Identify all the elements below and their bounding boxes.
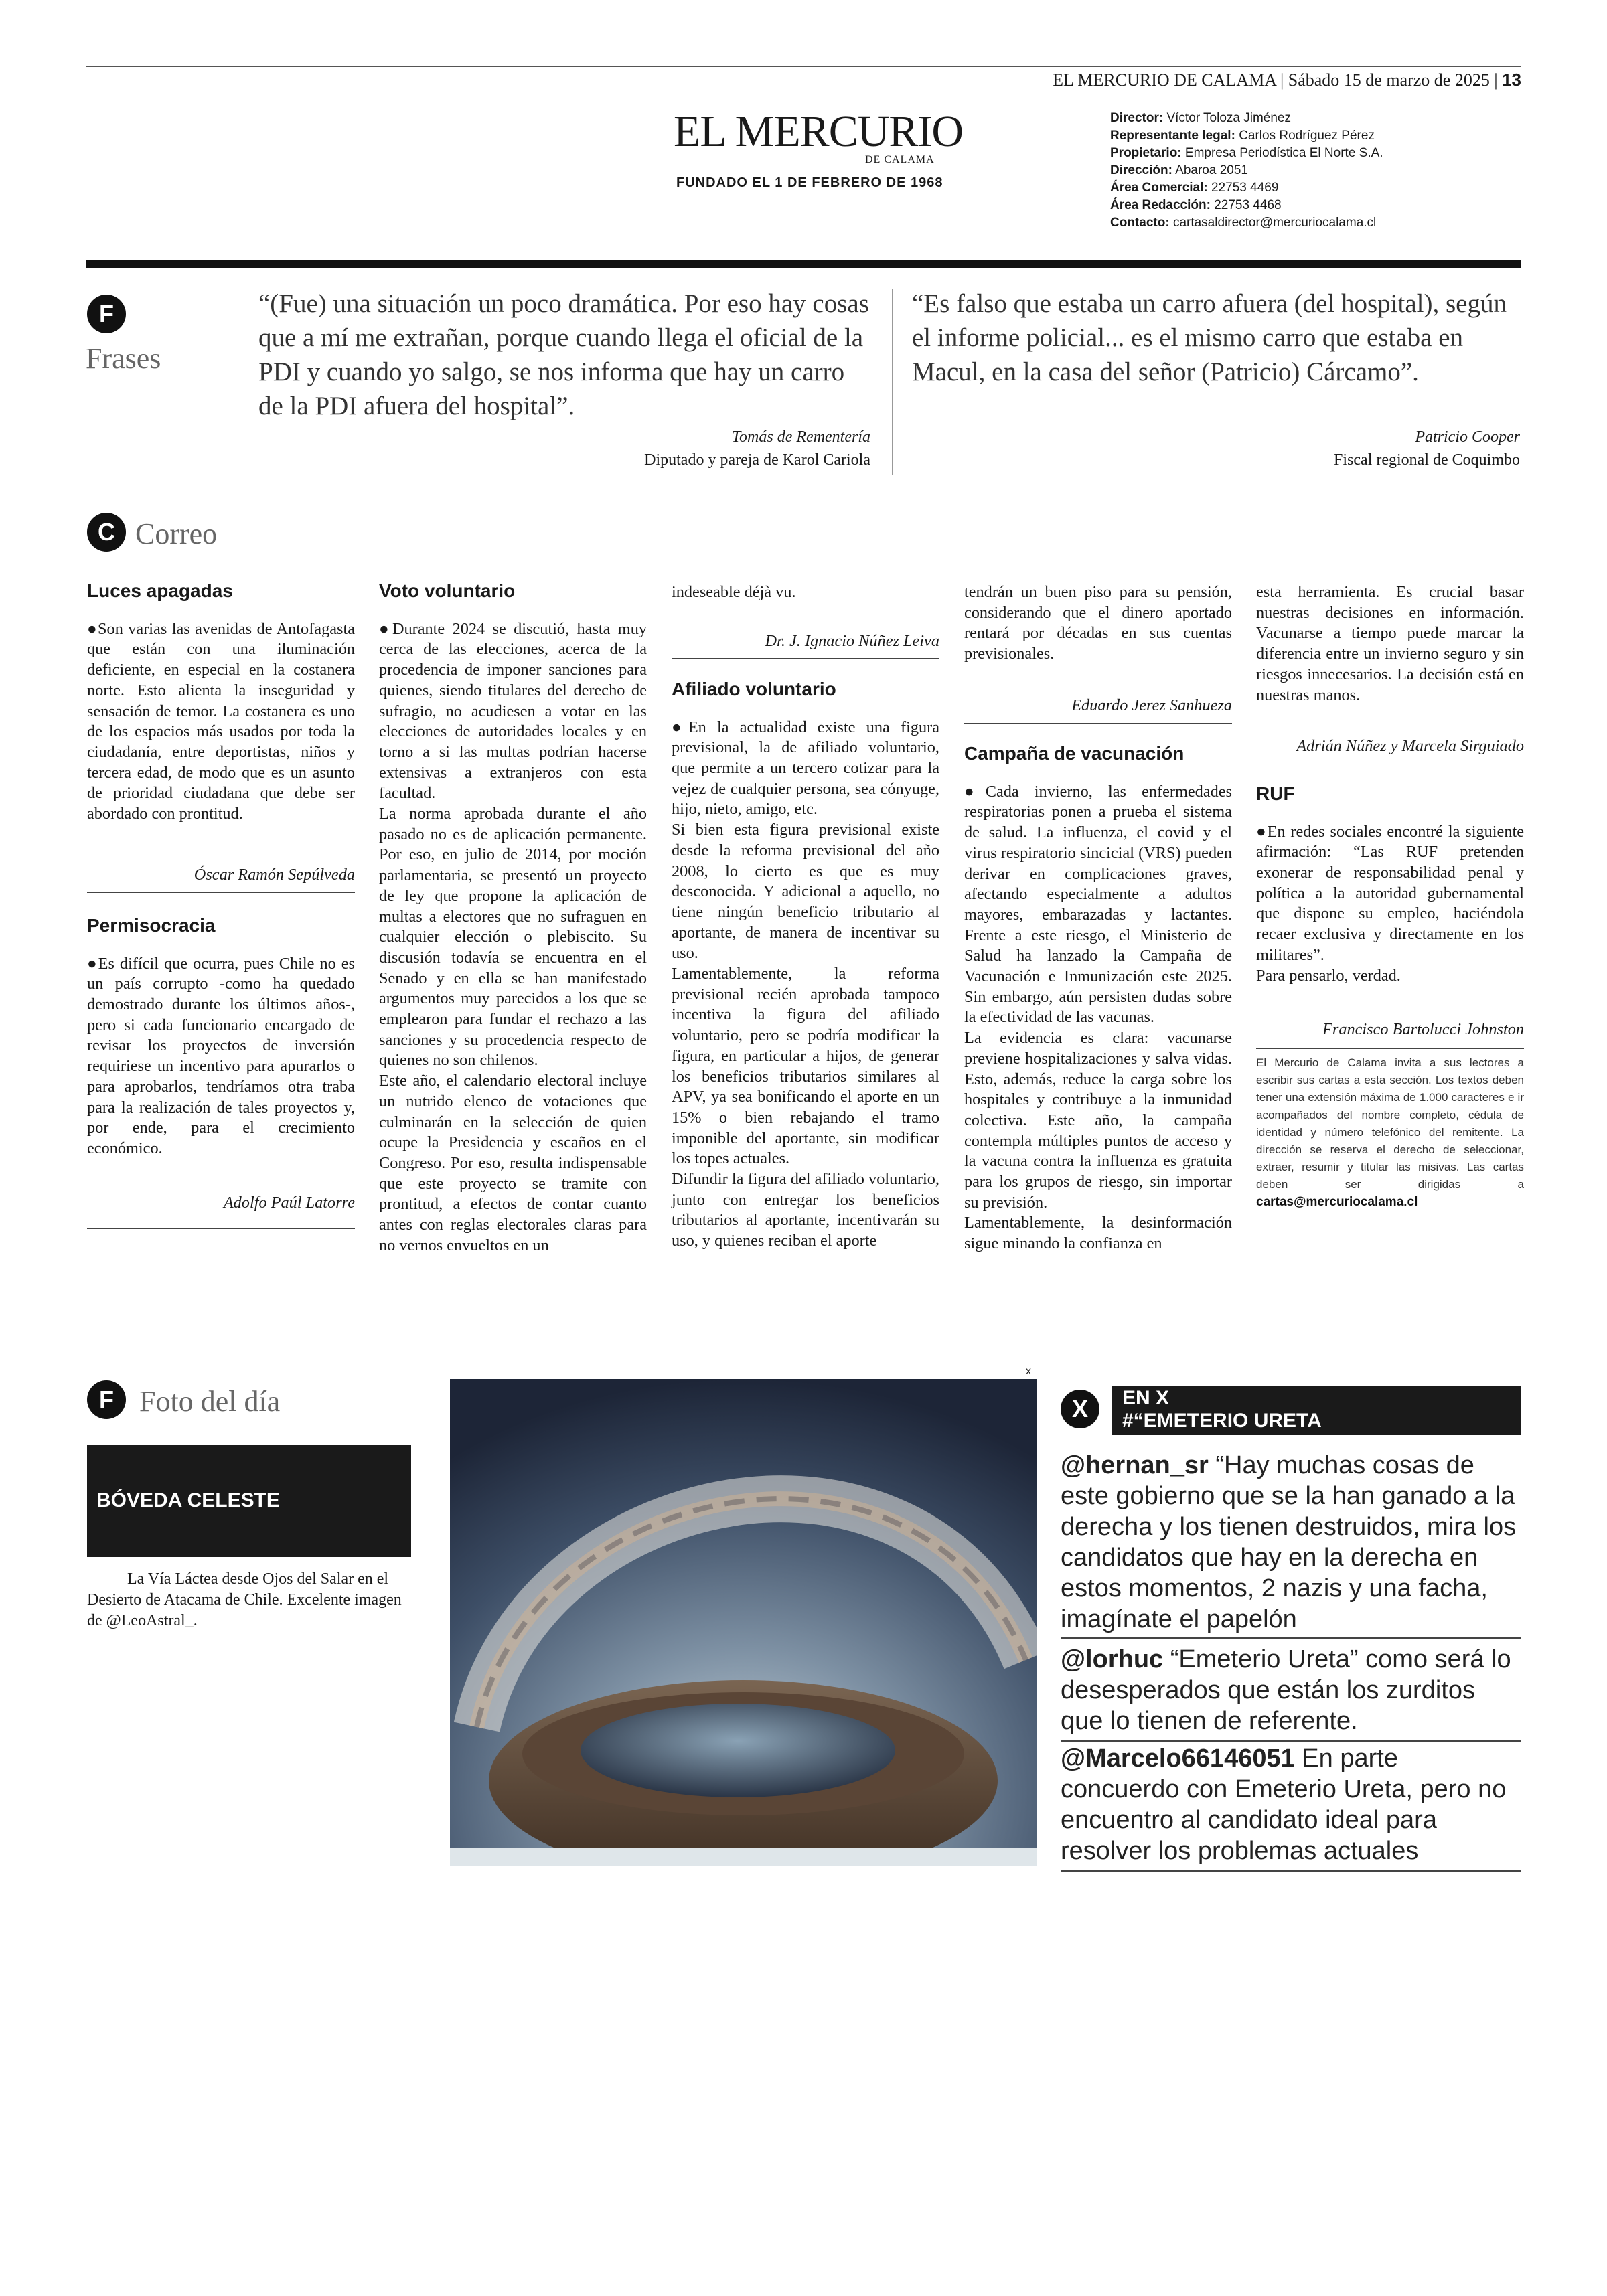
tweet-user[interactable]: @Marcelo66146051 [1061, 1744, 1295, 1773]
letter-divider [87, 1228, 355, 1229]
letter-body: ●Cada invierno, las enfermedades respiratorias ponen a prueba el sistema de salud. La influenza, el covid y el virus respiratorio sincicial (VRS) pueden derivar en complicaciones graves, afectando especialmente a adultos mayores, embarazadas y lactantes. Frente a este riesgo, el Ministerio de Salud ha lanzado la Campaña de Vacunación e Inmunización este 2025. Sin embargo, aún persisten dudas sobre la efectividad de las vacunas. [964, 782, 1232, 1027]
foto-title: Foto del día [139, 1385, 281, 1418]
tweet [1061, 1450, 1523, 1635]
masthead-row: Contacto: cartasaldirector@mercuriocalama.cl [1110, 216, 1377, 230]
milky-way-photo [450, 1379, 1037, 1866]
letter-body: Este año, el calendario electoral incluye un nutrido elenco de votaciones que culminarán en la selección de quien ocupe la Presidencia y escaños en el Congreso. Por eso, resulta indispensable que este proyecto se tramite con prontitud, a efectos de contar cuanto antes con reglas electorales claras para no vernos envueltos en un [379, 1072, 647, 1254]
letter-body: esta herramienta. Es crucial basar nuestras decisiones en información. Vacunarse a tiempo puede marcar la diferencia entre un invierno seguro y sin riesgos innecesarios. La decisión está en nuestras manos. [1256, 583, 1524, 704]
letter-signature: Adrián Núñez y Marcela Sirguiado [1296, 737, 1524, 756]
letters-column-5 [1256, 582, 1524, 1211]
letter-title: Afiliado voluntario [672, 678, 836, 700]
submission-note [1256, 1054, 1524, 1211]
running-head-date: Sábado 15 de marzo de 2025 [1288, 70, 1490, 90]
masthead-row: Representante legal: Carlos Rodríguez Pérez [1110, 129, 1375, 143]
letter-title: Campaña de vacunación [964, 743, 1184, 764]
letters-column-2 [379, 581, 647, 1256]
tweet-user[interactable]: @lorhuc [1061, 1645, 1164, 1673]
tweet-text: “Emeterio Ureta” como será lo desesperados que están los zurditos que lo tienen de referente. [1061, 1645, 1511, 1735]
photo-title: BÓVEDA CELESTE [96, 1489, 280, 1511]
tweet-text: “Hay muchas cosas de este gobierno que se la han ganado a la derecha y los tienen destruidos, mira los candidatos que hay en la derecha en estos momentos, 2 nazis y una facha, imagínate el papelón [1061, 1451, 1517, 1633]
letters-column-3 [672, 582, 939, 1252]
letter-title: Voto voluntario [379, 580, 516, 601]
photo-title-box [87, 1445, 411, 1557]
enx-label: EN X [1122, 1387, 1170, 1409]
letter-signature: Francisco Bartolucci Johnston [1322, 1020, 1524, 1039]
letter-body: indeseable déjà vu. [672, 583, 796, 601]
letter-title: RUF [1256, 783, 1295, 804]
letter-body: ●Son varias las avenidas de Antofagasta que están con una iluminación deficiente, en especial en la costanera norte. Esto alienta la inseguridad y sensación de temor. La costanera es uno de los espacios más usados por toda la ciudadanía, entre deportistas, niños y tercera edad, de modo que es un asunto de prioridad ciudadana que debe ser abordado con prontitud. [87, 619, 355, 823]
x-logo-icon: X [1061, 1390, 1099, 1428]
masthead-row: Dirección: Abaroa 2051 [1110, 163, 1248, 177]
quote-author: Tomás de Rementería [731, 428, 870, 446]
founded-line: FUNDADO EL 1 DE FEBRERO DE 1968 [676, 175, 943, 190]
milky-way-photo-image [450, 1379, 1037, 1866]
quote-text: “Es falso que estaba un carro afuera (del hospital), según el informe policial... es el mismo carro que estaba en Macul, en la casa del señor (Patricio) Cárcamo”. [912, 289, 1507, 386]
letter-body: ●Durante 2024 se discutió, hasta muy cerca de las elecciones, acerca de la procedencia de imponer sanciones para quienes, siendo titulares del derecho de sufragio, no acudiesen a votar en las elecciones de autoridades locales y en torno a si las multas podrían hacerse extensivas a extranjeros con esta facultad. [379, 619, 647, 803]
letter-body: Lamentablemente, la desinformación sigue minando la confianza en [964, 1214, 1232, 1253]
frases-title: Frases [86, 342, 161, 375]
top-rule [86, 66, 1521, 67]
tweet-divider [1061, 1740, 1521, 1742]
frases-icon: F [87, 295, 126, 333]
letter-body: ●En redes sociales encontré la siguiente afirmación: “Las RUF pretenden exonerar de responsabilidad penal y política a la autoridad gubernamental que dispone su empleo, haciéndola recaer exclusiva y directamente en los militares”. [1256, 822, 1524, 964]
letter-signature: Dr. J. Ignacio Núñez Leiva [765, 631, 939, 650]
column-divider [892, 289, 893, 475]
tweet-divider [1061, 1870, 1521, 1872]
tweet-text: En parte concuerdo con Emeterio Ureta, pero no encuentro al candidato ideal para resolver los problemas actuales [1061, 1744, 1507, 1865]
letter-body: ●Es difícil que ocurra, pues Chile no es un país corrupto -como ha quedado demostrado durante los últimos años-, pero si cada funcionario encargado de revisar los proyectos de inversión requiriese un incentivo para apurarlos o para aprobarlos, tendríamos otra traba para la realización de tales proyectos y, por ende, para el crecimiento económico. [87, 954, 355, 1157]
foto-icon: F [87, 1380, 126, 1419]
letters-column-1 [87, 581, 355, 1229]
letter-body: ●En la actualidad existe una figura previsional, la de afiliado voluntario, que permite a un tercero cotizar para la vejez de cualquier persona, sea cónyuge, hijo, nieto, amigo, etc. [672, 718, 939, 819]
letter-divider [672, 658, 939, 659]
masthead-info [1110, 110, 1383, 232]
letter-signature: Eduardo Jerez Sanhueza [1071, 695, 1232, 714]
tweet-divider [1061, 1637, 1521, 1639]
letter-signature: Óscar Ramón Sepúlveda [194, 865, 355, 884]
letter-body: Difundir la figura del afiliado voluntario, junto con entregar los beneficios tributarios al aportante, incentivarán su uso, y quienes reciban el aporte [672, 1170, 939, 1250]
quote-author: Patricio Cooper [1415, 428, 1520, 446]
quote-text: “(Fue) una situación un poco dramática. Por eso hay cosas que a mí me extrañan, porque cuando llega el oficial de la PDI y cuando yo salgo, se nos informa que hay un carro de la PDI afuera del hospital”. [258, 289, 869, 420]
tweet-user[interactable]: @hernan_sr [1061, 1451, 1209, 1479]
submission-email[interactable]: cartas@mercuriocalama.cl [1256, 1195, 1418, 1210]
masthead-row: Área Comercial: 22753 4469 [1110, 181, 1279, 195]
letter-body: tendrán un buen piso para su pensión, considerando que el dinero aportado rentará por décadas en sus cuentas previsionales. [964, 583, 1232, 663]
masthead-row: Área Redacción: 22753 4468 [1110, 198, 1282, 212]
quote-author-role: Fiscal regional de Coquimbo [1334, 451, 1520, 469]
letter-divider [87, 892, 355, 893]
photo-caption: La Vía Láctea desde Ojos del Salar en el Desierto de Atacama de Chile. Excelente imagen de @LeoAstral_. [87, 1570, 402, 1629]
letter-body: La evidencia es clara: vacunarse previene hospitalizaciones y salva vidas. Esto, además, reduce la carga sobre los hospitales y contribuye a la inmunidad colectiva. Este año, la campaña contempla múltiples puntos de acceso y la vacuna contra la influenza es gratuita para los grupos de riesgo, sin importar su previsión. [964, 1029, 1232, 1212]
letter-body: Lamentablemente, la reforma previsional recién aprobada tampoco incentiva la figura del afiliado voluntario, pero se podría modificar la figura, en particular a hijos, de generar los beneficios tributarios similares al APV, ya sea bonificando el aporte en un 15% o bien rebajando el tramo imponible del aportante, sin modificar los topes actuales. [672, 965, 939, 1168]
letter-divider [964, 723, 1232, 724]
letter-body: La norma aprobada durante el año pasado no es de aplicación permanente. Por eso, en julio de 2014, por moción parlamentaria, se presentó un proyecto de ley que propone la aplicación de multas a electores que no sufraguen en cualquier elección o plebiscito. Su discusión todavía se encuentra en el Senado y en ella se han manifestado argumentos muy parecidos a los que se emplearon para fundar el rechazo a las sanciones y su procedencia respecto de quienes no son chilenos. [379, 805, 647, 1070]
submission-note-text: El Mercurio de Calama invita a sus lectores a escribir sus cartas a esta sección. Los textos deben tener una extensión máxima de 1.000 caracteres e ir acompañados del nombre completo, cédula de identidad y número telefónico del remitente. La dirección se reserva el derecho de seleccionar, extraer, resumir y titular las misivas. Las cartas deben ser dirigidas a [1256, 1056, 1524, 1192]
correo-icon: C [87, 513, 126, 552]
newspaper-logo-sub: DE CALAMA [865, 154, 935, 165]
letter-title: Luces apagadas [87, 580, 233, 601]
page-number: 13 [1502, 70, 1521, 90]
masthead-row: Propietario: Empresa Periodística El Norte S.A. [1110, 146, 1383, 160]
letter-title: Permisocracia [87, 914, 216, 936]
letter-divider [1256, 1048, 1524, 1050]
running-head-title: EL MERCURIO DE CALAMA [1053, 70, 1276, 90]
letter-body: Para pensarlo, verdad. [1256, 966, 1401, 985]
running-head: EL MERCURIO DE CALAMA | Sábado 15 de marzo de 2025 | 13 [1053, 70, 1521, 90]
letter-body: Si bien esta figura previsional existe desde la reforma previsional del año 2008, lo cierto es que es muy desconocida. Y adicional a aquello, no tiene ningún beneficio tributario al aportante, de manera de incentivar su uso. [672, 821, 939, 963]
tweet [1061, 1644, 1523, 1736]
letter-signature: Adolfo Paúl Latorre [223, 1193, 355, 1212]
tweet [1061, 1743, 1523, 1866]
masthead-row: Director: Víctor Toloza Jiménez [1110, 111, 1291, 125]
photo-close-mark[interactable]: x [1026, 1366, 1031, 1377]
section-divider [86, 260, 1521, 268]
newspaper-logo: EL MERCURIO [674, 107, 964, 156]
letters-column-4 [964, 582, 1232, 1254]
enx-hashtag: #“EMETERIO URETA [1122, 1410, 1322, 1432]
correo-title: Correo [135, 517, 218, 550]
quote-author-role: Diputado y pareja de Karol Cariola [644, 451, 870, 469]
